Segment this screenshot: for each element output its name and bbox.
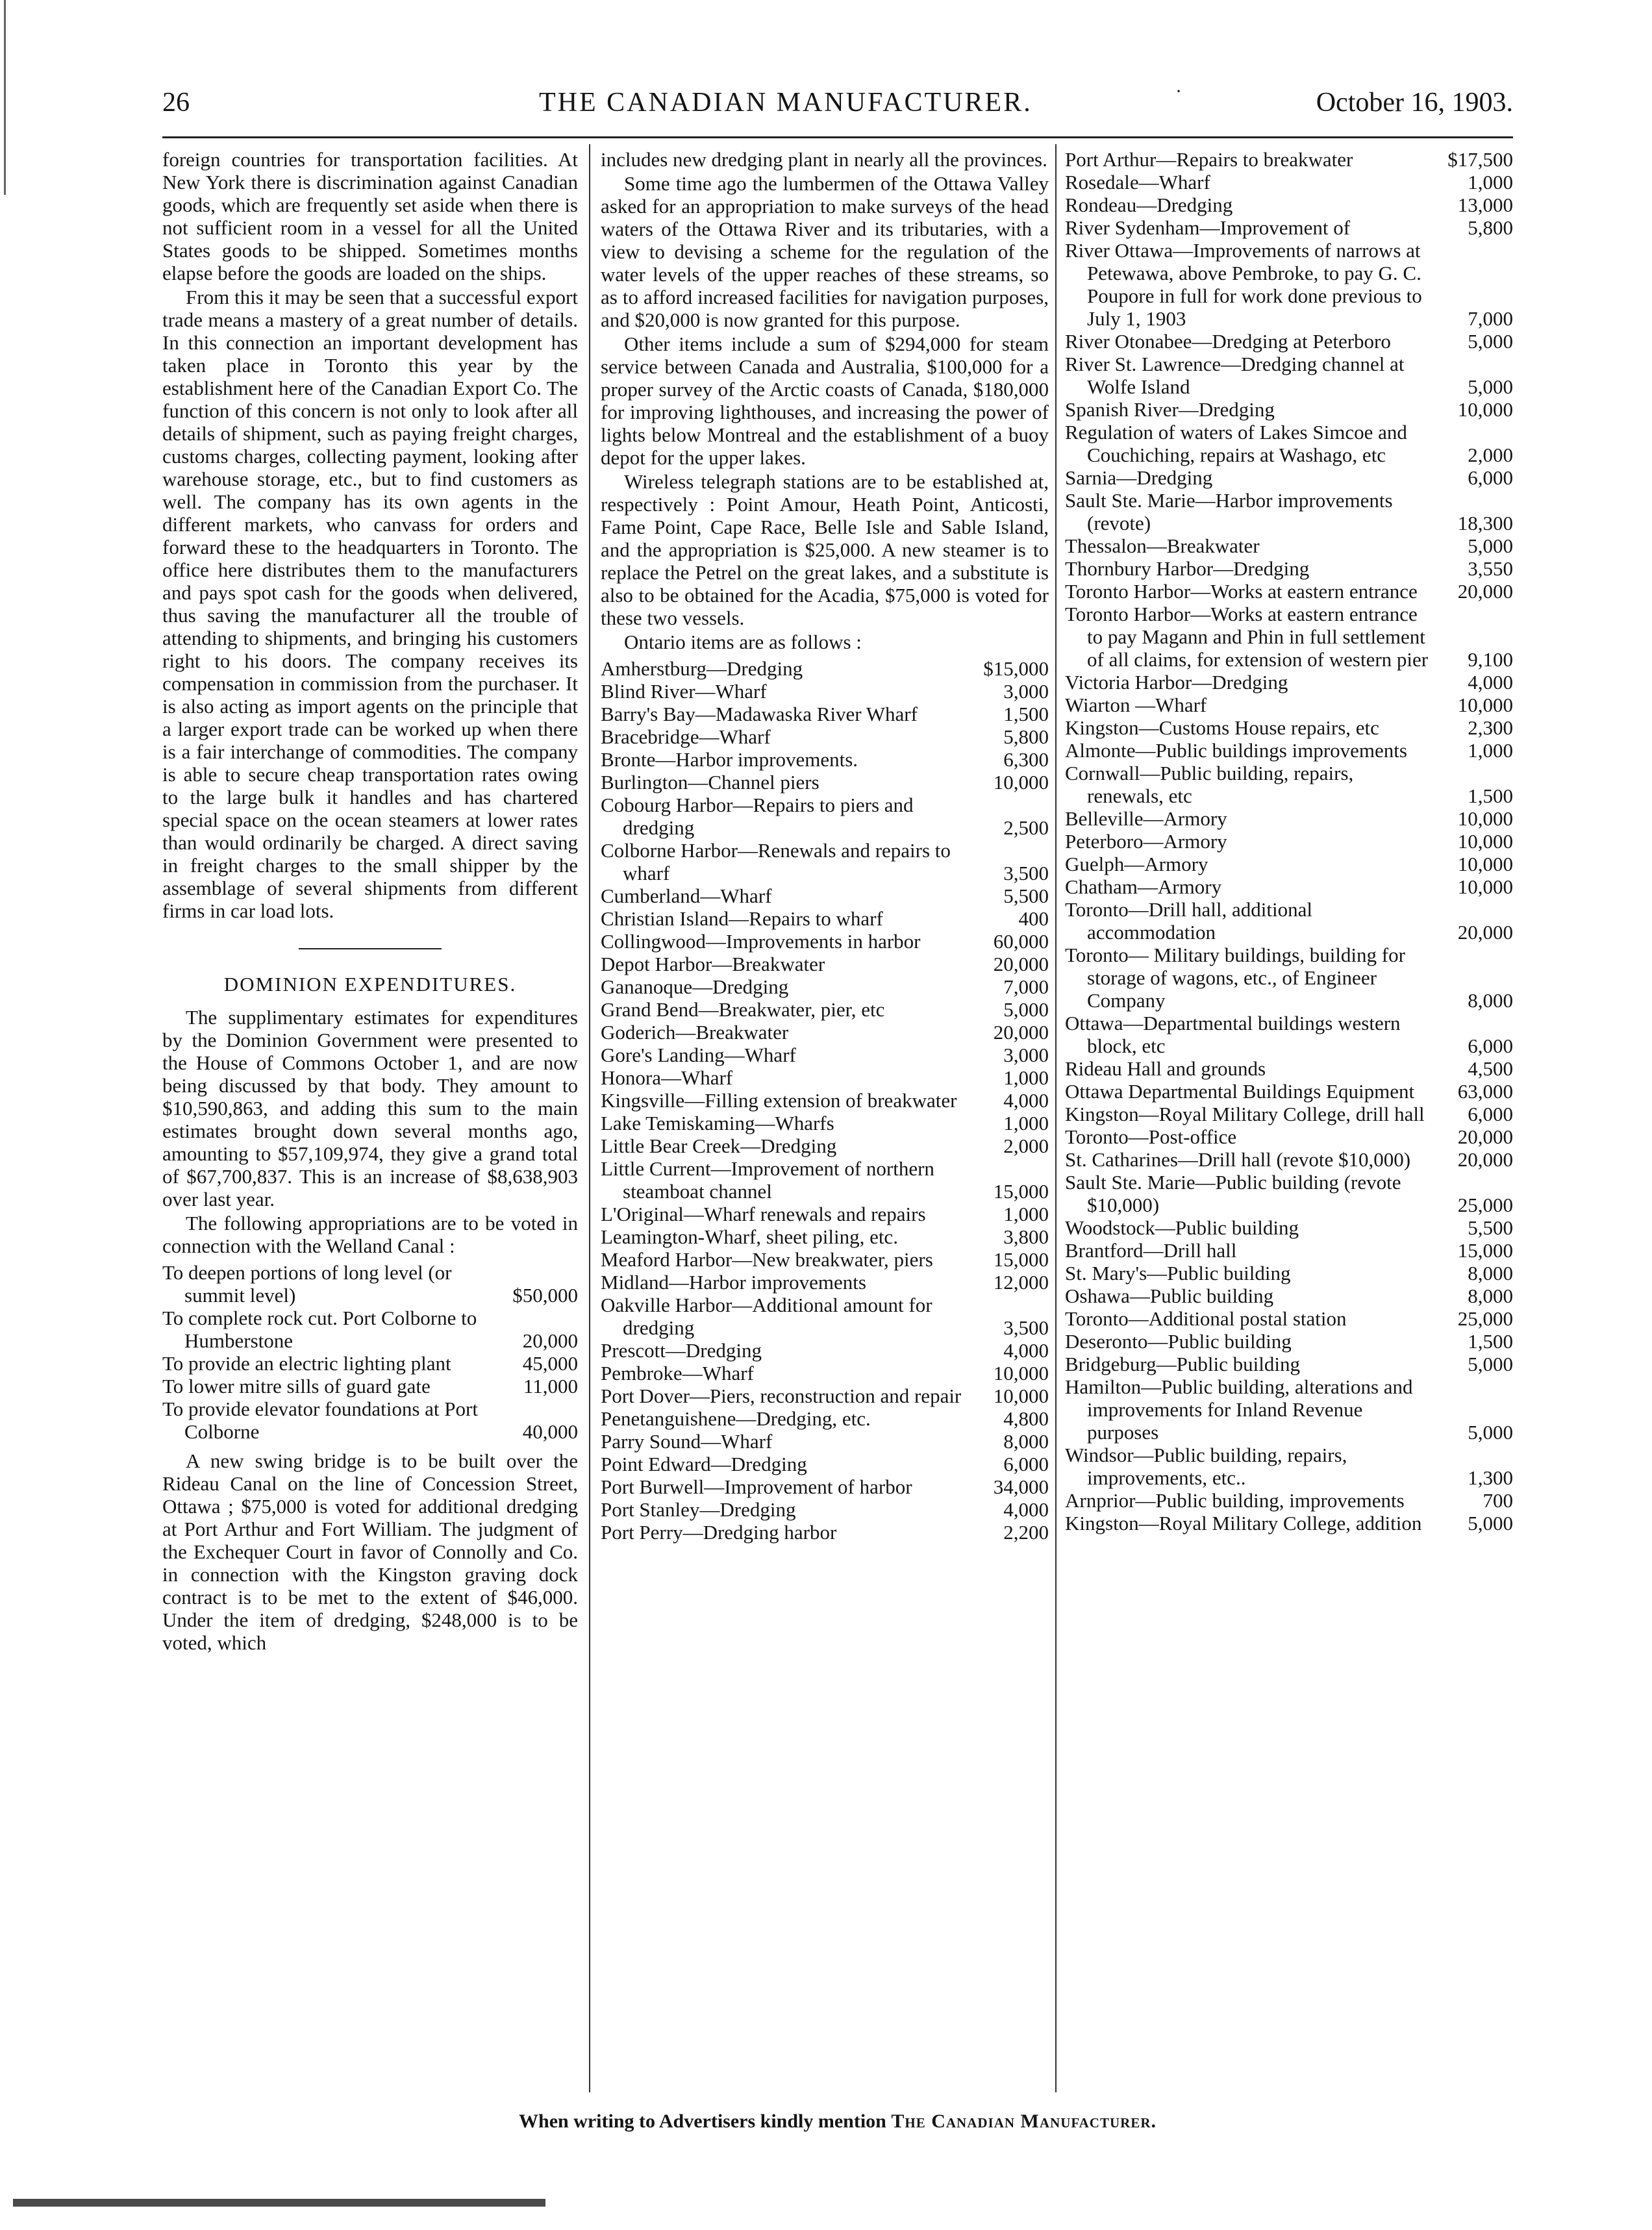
page-number: 26 (162, 88, 190, 118)
appropriation-amount: 10,000 (1457, 398, 1513, 421)
appropriation-item (1065, 716, 1513, 739)
appropriation-item (1065, 1307, 1513, 1330)
appropriation-item (1065, 353, 1513, 398)
appropriation-amount: 20,000 (993, 953, 1049, 975)
appropriation-amount: 10,000 (993, 1384, 1049, 1407)
appropriation-label: Toronto— Military buildings, building for storage of wagons, etc., of Engineer Company (1065, 944, 1405, 1012)
appropriation-amount: 11,000 (523, 1375, 578, 1397)
appropriation-amount: 3,500 (1003, 1316, 1049, 1339)
appropriation-amount: 7,000 (1468, 307, 1513, 330)
appropriation-label: St. Catharines—Drill hall (revote $10,000) (1065, 1148, 1411, 1171)
appropriation-label: Sarnia—Dredging (1065, 466, 1213, 489)
appropriation-amount: 3,550 (1468, 557, 1513, 580)
appropriation-label: Port Stanley—Dredging (601, 1498, 796, 1521)
appropriation-item (1065, 557, 1513, 580)
appropriation-label: Kingsville—Filling extension of breakwater (601, 1089, 957, 1112)
appropriation-item (601, 771, 1049, 794)
appropriation-item (1065, 739, 1513, 762)
appropriation-item (1065, 1489, 1513, 1512)
appropriation-amount: 15,000 (1457, 1239, 1513, 1262)
appropriation-item (601, 1066, 1049, 1089)
appropriation-label: Bracebridge—Wharf (601, 725, 771, 748)
appropriation-label: To provide an electric lighting plant (162, 1352, 451, 1375)
appropriation-label: Peterboro—Armory (1065, 830, 1227, 853)
appropriation-label: Port Arthur—Repairs to breakwater (1065, 148, 1353, 171)
appropriation-label: Oakville Harbor—Additional amount for dredging (601, 1294, 932, 1339)
appropriation-label: Spanish River—Dredging (1065, 398, 1275, 421)
appropriation-item (1065, 1330, 1513, 1353)
appropriation-item (601, 794, 1049, 839)
column-rule-1 (589, 144, 590, 2092)
appropriation-item (601, 1248, 1049, 1271)
appropriation-label: Pembroke—Wharf (601, 1362, 754, 1384)
appropriation-item (1065, 171, 1513, 194)
appropriation-amount: $50,000 (512, 1284, 578, 1307)
appropriation-item (601, 907, 1049, 930)
appropriation-item (1065, 1216, 1513, 1239)
appropriation-label: Woodstock—Public building (1065, 1216, 1299, 1239)
appropriation-label: Toronto—Drill hall, additional accommodation (1065, 898, 1312, 944)
appropriation-label: Christian Island—Repairs to wharf (601, 907, 883, 930)
header-rule (162, 136, 1513, 138)
appropriation-item (1065, 421, 1513, 466)
appropriation-amount: 5,000 (1468, 534, 1513, 557)
appropriation-item (601, 1362, 1049, 1384)
appropriation-label: Honora—Wharf (601, 1066, 733, 1089)
appropriation-amount: 5,000 (1003, 998, 1049, 1021)
appropriation-amount: 8,000 (1003, 1430, 1049, 1453)
appropriation-amount: 1,000 (1003, 1112, 1049, 1134)
appropriation-item (601, 1498, 1049, 1521)
article-paragraph: Wireless telegraph stations are to be established at, respectively : Point Amour, Heath Point, Anticosti, Fame Point, Cape Race, Belle Isle and Sable Island, and the appropriation is $25,000. A new steamer is to replace the Petrel on the great lakes, and a substitute is also to be obtained for the Acadia, $75,000 is voted for these two vessels. (601, 470, 1049, 629)
appropriation-item (601, 1475, 1049, 1498)
appropriation-label: Midland—Harbor improvements (601, 1271, 866, 1294)
appropriation-label: Parry Sound—Wharf (601, 1430, 773, 1453)
appropriation-amount: 4,000 (1468, 671, 1513, 694)
appropriation-amount: 10,000 (1457, 830, 1513, 853)
appropriation-label: Deseronto—Public building (1065, 1330, 1292, 1353)
appropriation-amount: 10,000 (1457, 875, 1513, 898)
appropriation-item (1065, 239, 1513, 330)
appropriation-amount: 20,000 (522, 1329, 578, 1352)
appropriation-label: Cumberland—Wharf (601, 884, 772, 907)
appropriation-item (1065, 1375, 1513, 1444)
appropriation-item (1065, 194, 1513, 216)
appropriation-amount: 15,000 (993, 1248, 1049, 1271)
appropriation-item (1065, 603, 1513, 671)
appropriation-item (601, 680, 1049, 703)
appropriation-label: Cornwall—Public building, repairs, renewals, etc (1065, 762, 1354, 807)
appropriation-item (162, 1261, 578, 1307)
appropriation-item (1065, 1171, 1513, 1216)
appropriation-amount: 40,000 (522, 1420, 578, 1443)
appropriation-amount: 3,000 (1003, 680, 1049, 703)
appropriation-amount: 2,000 (1003, 1134, 1049, 1157)
appropriation-label: Gore's Landing—Wharf (601, 1044, 796, 1066)
appropriation-item (1065, 489, 1513, 534)
appropriation-amount: 1,300 (1468, 1466, 1513, 1489)
appropriation-item (1065, 671, 1513, 694)
appropriation-label: Meaford Harbor—New breakwater, piers (601, 1248, 933, 1271)
appropriation-label: River Sydenham—Improvement of (1065, 216, 1351, 239)
appropriation-amount: 5,800 (1003, 725, 1049, 748)
appropriation-label: Point Edward—Dredging (601, 1453, 807, 1475)
appropriation-label: Thessalon—Breakwater (1065, 534, 1260, 557)
appropriation-label: Guelph—Armory (1065, 853, 1208, 875)
appropriation-amount: 13,000 (1457, 194, 1513, 216)
appropriation-item (1065, 1284, 1513, 1307)
appropriation-amount: 20,000 (1457, 580, 1513, 603)
appropriation-amount: 8,000 (1468, 1262, 1513, 1284)
article-paragraph: Other items include a sum of $294,000 for steam service between Canada and Australia, $100,000 for a proper survey of the Arctic coasts of Canada, $180,000 for improving lighthouses, and increasing the power of lights below Montreal and the establishment of a buoy depot for the upper lakes. (601, 332, 1049, 469)
appropriation-amount: 10,000 (1457, 694, 1513, 716)
appropriation-amount: 8,000 (1468, 1284, 1513, 1307)
article-paragraph: Ontario items are as follows : (624, 631, 862, 653)
appropriation-label: Almonte—Public buildings improvements (1065, 739, 1407, 762)
appropriation-amount: 45,000 (522, 1352, 578, 1375)
appropriation-item (601, 1021, 1049, 1044)
appropriation-label: Bronte—Harbor improvements. (601, 748, 858, 771)
appropriation-item (601, 1453, 1049, 1475)
appropriation-item (601, 1044, 1049, 1066)
appropriation-amount: 8,000 (1468, 989, 1513, 1012)
appropriation-label: Little Bear Creek—Dredging (601, 1134, 837, 1157)
appropriation-amount: 4,000 (1003, 1339, 1049, 1362)
appropriation-label: Toronto—Additional postal station (1065, 1307, 1347, 1330)
appropriation-item (601, 930, 1049, 953)
appropriation-label: To deepen portions of long level (or summit level) (162, 1261, 452, 1307)
appropriation-label: River Ottawa—Improvements of narrows at Petewawa, above Pembroke, to pay G. C. Poupore in full for work done previous to July 1, 1903 (1065, 239, 1422, 330)
appropriation-item (601, 1112, 1049, 1134)
appropriation-amount: 10,000 (993, 771, 1049, 794)
appropriation-amount: 5,000 (1468, 330, 1513, 353)
appropriation-label: Victoria Harbor—Dredging (1065, 671, 1288, 694)
appropriation-item (601, 1203, 1049, 1225)
appropriation-label: Sault Ste. Marie—Harbor improvements (revote) (1065, 489, 1393, 534)
appropriation-amount: $17,500 (1447, 148, 1513, 171)
appropriation-amount: 1,000 (1003, 1203, 1049, 1225)
appropriation-label: Blind River—Wharf (601, 680, 767, 703)
appropriation-amount: 5,000 (1468, 1421, 1513, 1444)
appropriation-label: Colborne Harbor—Renewals and repairs to wharf (601, 839, 951, 884)
article-paragraph: A new swing bridge is to be built over the Rideau Canal on the line of Concession Street, Ottawa ; $75,000 is voted for additional dredging at Port Arthur and Fort William. The judgment of the Exchequer Court in favor of Connolly and Co. in connection with the Kingston graving dock contract is to be met to the extent of $46,000. Under the item of dredging, $248,000 is to be voted, which (162, 1449, 578, 1654)
appropriation-label: Port Burwell—Improvement of harbor (601, 1475, 912, 1498)
appropriation-item (601, 1407, 1049, 1430)
appropriation-amount: 3,800 (1003, 1225, 1049, 1248)
appropriation-amount: 10,000 (1457, 807, 1513, 830)
appropriation-item (1065, 1148, 1513, 1171)
appropriation-item (1065, 1057, 1513, 1080)
appropriation-item (1065, 466, 1513, 489)
appropriation-label: Depot Harbor—Breakwater (601, 953, 825, 975)
appropriation-item (1065, 830, 1513, 853)
appropriation-item (1065, 1444, 1513, 1489)
ontario-items-list-continued (1065, 148, 1513, 1535)
article-paragraph: includes new dredging plant in nearly all the provinces. (601, 148, 1047, 171)
appropriation-item (601, 703, 1049, 725)
appropriation-item (1065, 1080, 1513, 1103)
appropriation-item (601, 1225, 1049, 1248)
ontario-items-list (601, 657, 1049, 1544)
appropriation-item (162, 1375, 578, 1397)
appropriation-label: Toronto Harbor—Works at eastern entrance (1065, 580, 1418, 603)
appropriation-amount: 3,000 (1003, 1044, 1049, 1066)
appropriation-label: To complete rock cut. Port Colborne to Humberstone (162, 1307, 477, 1352)
appropriation-amount: 5,000 (1468, 1512, 1513, 1535)
appropriation-amount: 3,500 (1003, 862, 1049, 884)
appropriation-amount: 5,000 (1468, 375, 1513, 398)
appropriation-amount: 15,000 (993, 1180, 1049, 1203)
appropriation-item (1065, 898, 1513, 944)
appropriation-amount: 400 (1018, 907, 1049, 930)
footer-publication: The Canadian Manufacturer. (891, 2111, 1157, 2132)
appropriation-amount: 6,000 (1003, 1453, 1049, 1475)
appropriation-item (601, 1157, 1049, 1203)
appropriation-amount: 12,000 (993, 1271, 1049, 1294)
appropriation-item (601, 1134, 1049, 1157)
article-paragraph: foreign countries for transportation facilities. At New York there is discrimination against Canadian goods, which are frequently set aside when there is not sufficient room in a vessel for all the United States goods to be shipped. Sometimes months elapse before the goods are loaded on the ships. (162, 148, 578, 284)
appropriation-label: To provide elevator foundations at Port Colborne (162, 1397, 478, 1443)
appropriation-item (1065, 216, 1513, 239)
appropriation-item (1065, 944, 1513, 1012)
appropriation-label: Kingston—Royal Military College, drill hall (1065, 1103, 1425, 1125)
appropriation-amount: 2,000 (1468, 444, 1513, 466)
appropriation-label: Regulation of waters of Lakes Simcoe and Couchiching, repairs at Washago, etc (1065, 421, 1407, 466)
appropriation-item (1065, 580, 1513, 603)
appropriation-label: Hamilton—Public building, alterations and improvements for Inland Revenue purposes (1065, 1375, 1413, 1444)
appropriation-label: Thornbury Harbor—Dredging (1065, 557, 1310, 580)
appropriation-item (1065, 1353, 1513, 1375)
header-dot: · (1175, 81, 1182, 102)
appropriation-amount: 20,000 (1457, 921, 1513, 944)
appropriation-label: Toronto—Post-office (1065, 1125, 1237, 1148)
appropriation-item (1065, 875, 1513, 898)
scan-bottom-mark (13, 2199, 545, 2207)
appropriation-item (601, 1271, 1049, 1294)
appropriation-amount: 25,000 (1457, 1307, 1513, 1330)
appropriation-amount: 63,000 (1457, 1080, 1513, 1103)
appropriation-item (601, 884, 1049, 907)
page-header (162, 83, 1513, 129)
appropriation-label: Gananoque—Dredging (601, 975, 789, 998)
appropriation-amount: 20,000 (1457, 1125, 1513, 1148)
appropriation-amount: 4,000 (1003, 1089, 1049, 1112)
appropriation-label: Sault Ste. Marie—Public building (revote $10,000) (1065, 1171, 1401, 1216)
appropriation-item (1065, 853, 1513, 875)
appropriation-label: Goderich—Breakwater (601, 1021, 789, 1044)
appropriation-amount: 6,000 (1468, 1034, 1513, 1057)
appropriation-amount: 1,000 (1468, 171, 1513, 194)
appropriation-item (601, 953, 1049, 975)
appropriation-item (601, 1384, 1049, 1407)
appropriation-label: To lower mitre sills of guard gate (162, 1375, 431, 1397)
appropriation-label: Collingwood—Improvements in harbor (601, 930, 921, 953)
appropriation-item (1065, 534, 1513, 557)
appropriation-item (601, 1294, 1049, 1339)
appropriation-amount: 20,000 (993, 1021, 1049, 1044)
appropriation-amount: 20,000 (1457, 1148, 1513, 1171)
appropriation-item (601, 1521, 1049, 1544)
appropriation-item (1065, 1239, 1513, 1262)
section-divider (299, 948, 442, 949)
appropriation-amount: 1,500 (1468, 784, 1513, 807)
appropriation-label: Windsor—Public building, repairs, improvements, etc.. (1065, 1444, 1347, 1489)
appropriation-amount: 18,300 (1457, 512, 1513, 534)
appropriation-label: Toronto Harbor—Works at eastern entrance to pay Magann and Phin in full settlement of all claims, for extension of western pier (1065, 603, 1429, 671)
appropriation-item (1065, 398, 1513, 421)
appropriation-amount: 4,000 (1003, 1498, 1049, 1521)
appropriation-item (1065, 330, 1513, 353)
publication-title: THE CANADIAN MANUFACTURER. (539, 88, 1032, 118)
appropriation-label: Kingston—Royal Military College, addition (1065, 1512, 1422, 1535)
appropriation-label: Brantford—Drill hall (1065, 1239, 1237, 1262)
appropriation-label: Barry's Bay—Madawaska River Wharf (601, 703, 918, 725)
appropriation-amount: 1,000 (1468, 739, 1513, 762)
appropriation-label: Rideau Hall and grounds (1065, 1057, 1266, 1080)
appropriation-label: Lake Temiskaming—Wharfs (601, 1112, 834, 1134)
appropriation-amount: 10,000 (993, 1362, 1049, 1384)
appropriation-amount: 6,000 (1468, 466, 1513, 489)
appropriation-label: Port Perry—Dredging harbor (601, 1521, 837, 1544)
appropriation-amount: 5,800 (1468, 216, 1513, 239)
appropriation-label: Wiarton —Wharf (1065, 694, 1207, 716)
appropriation-label: Penetanguishene—Dredging, etc. (601, 1407, 871, 1430)
appropriation-amount: 4,500 (1468, 1057, 1513, 1080)
appropriation-label: Chatham—Armory (1065, 875, 1222, 898)
appropriation-item (601, 1430, 1049, 1453)
appropriation-label: Cobourg Harbor—Repairs to piers and dredging (601, 794, 914, 839)
welland-canal-list (162, 1261, 578, 1443)
appropriation-amount: 10,000 (1457, 853, 1513, 875)
appropriation-amount: 4,800 (1003, 1407, 1049, 1430)
appropriation-amount: 5,500 (1468, 1216, 1513, 1239)
appropriation-amount: 2,200 (1003, 1521, 1049, 1544)
appropriation-amount: 9,100 (1468, 648, 1513, 671)
appropriation-label: Bridgeburg—Public building (1065, 1353, 1300, 1375)
article-paragraph: The supplimentary estimates for expenditures by the Dominion Government were presented to the House of Commons October 1, and are now being discussed by that body. They amount to $10,590,863, and adding this sum to the main estimates brought down several months ago, amounting to $57,109,974, they give a grand total of $67,700,837. This is an increase of $8,638,903 over last year. (162, 1006, 578, 1210)
appropriation-item (601, 657, 1049, 680)
appropriation-amount: $15,000 (983, 657, 1049, 680)
appropriation-amount: 1,500 (1003, 703, 1049, 725)
appropriation-label: Leamington-Wharf, sheet piling, etc. (601, 1225, 898, 1248)
appropriation-label: River St. Lawrence—Dredging channel at Wolfe Island (1065, 353, 1405, 398)
column-3 (1065, 148, 1513, 1541)
appropriation-amount: 700 (1483, 1489, 1513, 1512)
appropriation-label: Ottawa—Departmental buildings western block, etc (1065, 1012, 1401, 1057)
column-rule-2 (1055, 144, 1057, 2092)
appropriation-item (1065, 1262, 1513, 1284)
appropriation-label: Rosedale—Wharf (1065, 171, 1210, 194)
appropriation-item (601, 1089, 1049, 1112)
article-paragraph: The following appropriations are to be voted in connection with the Welland Canal : (162, 1212, 578, 1257)
appropriation-amount: 2,500 (1003, 816, 1049, 839)
appropriation-label: Prescott—Dredging (601, 1339, 762, 1362)
appropriation-label: Oshawa—Public building (1065, 1284, 1274, 1307)
appropriation-label: Arnprior—Public building, improvements (1065, 1489, 1405, 1512)
appropriation-label: Kingston—Customs House repairs, etc (1065, 716, 1379, 739)
appropriation-label: L'Original—Wharf renewals and repairs (601, 1203, 926, 1225)
appropriation-label: St. Mary's—Public building (1065, 1262, 1291, 1284)
scan-edge-mark (4, 0, 6, 195)
appropriation-item (1065, 1103, 1513, 1125)
appropriation-item (601, 998, 1049, 1021)
appropriation-item (1065, 1125, 1513, 1148)
appropriation-amount: 6,000 (1468, 1103, 1513, 1125)
appropriation-label: Ottawa Departmental Buildings Equipment (1065, 1080, 1415, 1103)
appropriation-item (162, 1397, 578, 1443)
article-paragraph: From this it may be seen that a successful export trade means a mastery of a great number of details. In this connection an important development has taken place in Toronto this year by the establishment here of the Canadian Export Co. The function of this concern is not only to look after all details of shipment, such as paying freight charges, customs charges, collecting payment, looking after warehouse storage, etc., but to find customers as well. The company has its own agents in the different markets, who canvass for orders and forward these to the headquarters in Toronto. The office here distributes them to the manufacturers and pays spot cash for the goods when delivered, thus saving the manufacturer all the trouble of attending to shipments, and bringing his customers right to his doors. The company receives its compensation in commission from the purchaser. It is also acting as import agents on the principle that a larger export trade can be worked up when there is a fair interchange of commodities. The company is able to secure cheap transportation rates owing to the large bulk it handles and has chartered special space on the ocean steamers at lower rates than would ordinarily be charged. A direct saving in freight charges to the small shipper by the assemblage of several shipments from different firms in car load lots. (162, 286, 578, 922)
appropriation-item (1065, 1512, 1513, 1535)
appropriation-label: Port Dover—Piers, reconstruction and repair (601, 1384, 962, 1407)
appropriation-amount: 2,300 (1468, 716, 1513, 739)
appropriation-amount: 5,000 (1468, 1353, 1513, 1375)
column-1 (162, 148, 578, 1655)
article-paragraph: Some time ago the lumbermen of the Ottawa Valley asked for an appropriation to make surveys of the head waters of the Ottawa River and its tributaries, with a view to devising a scheme for the regulation of the water levels of the upper reaches of these streams, so as to afford increased facilities for navigation purposes, and $20,000 is now granted for this purpose. (601, 172, 1049, 331)
appropriation-amount: 34,000 (993, 1475, 1049, 1498)
appropriation-label: Little Current—Improvement of northern steamboat channel (601, 1157, 934, 1203)
footer-text: When writing to Advertisers kindly mention (519, 2111, 892, 2132)
section-title: DOMINION EXPENDITURES. (223, 973, 517, 996)
appropriation-item (601, 725, 1049, 748)
page-footer (162, 2111, 1513, 2133)
issue-date: October 16, 1903. (1316, 88, 1513, 118)
appropriation-amount: 7,000 (1003, 975, 1049, 998)
appropriation-label: Burlington—Channel piers (601, 771, 820, 794)
appropriation-item (162, 1352, 578, 1375)
appropriation-item (1065, 807, 1513, 830)
appropriation-item (601, 839, 1049, 884)
appropriation-item (1065, 148, 1513, 171)
appropriation-label: Amherstburg—Dredging (601, 657, 803, 680)
appropriation-amount: 1,000 (1003, 1066, 1049, 1089)
appropriation-item (601, 748, 1049, 771)
appropriation-amount: 25,000 (1457, 1194, 1513, 1216)
appropriation-amount: 5,500 (1003, 884, 1049, 907)
appropriation-item (1065, 694, 1513, 716)
appropriation-item (601, 1339, 1049, 1362)
appropriation-item (162, 1307, 578, 1352)
appropriation-label: Belleville—Armory (1065, 807, 1227, 830)
appropriation-amount: 1,500 (1468, 1330, 1513, 1353)
appropriation-item (1065, 1012, 1513, 1057)
appropriation-item (1065, 762, 1513, 807)
appropriation-label: River Otonabee—Dredging at Peterboro (1065, 330, 1391, 353)
appropriation-label: Rondeau—Dredging (1065, 194, 1233, 216)
appropriation-label: Grand Bend—Breakwater, pier, etc (601, 998, 885, 1021)
appropriation-item (601, 975, 1049, 998)
appropriation-amount: 60,000 (993, 930, 1049, 953)
appropriation-amount: 6,300 (1003, 748, 1049, 771)
column-2 (601, 148, 1049, 1550)
